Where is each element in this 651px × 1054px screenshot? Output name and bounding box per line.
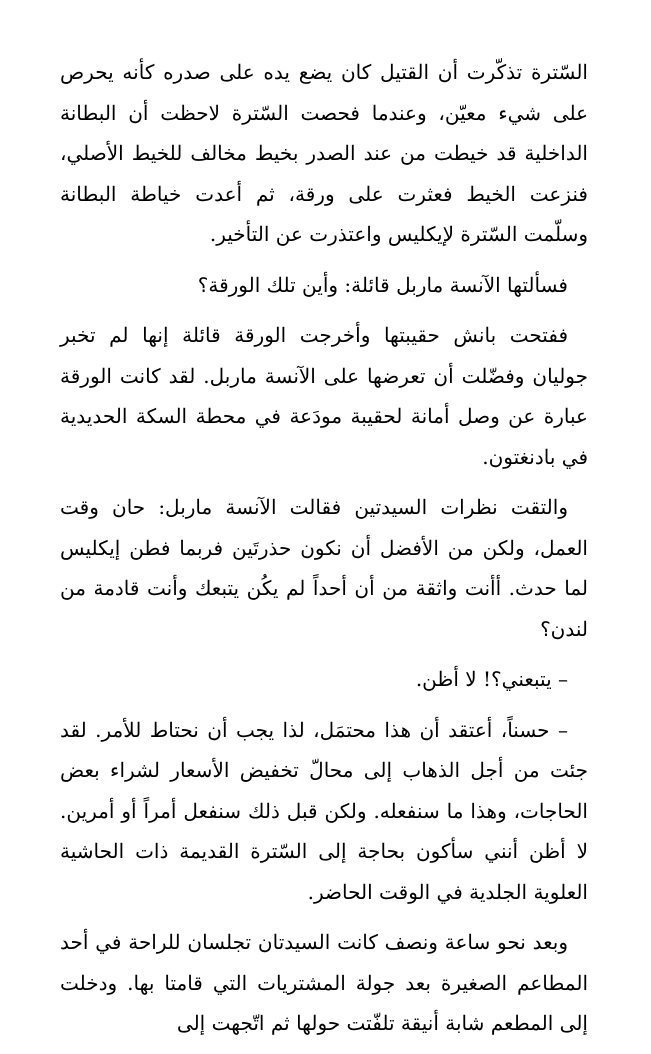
- paragraph: ففتحت بانش حقيبتها وأخرجت الورقة قائلة إنها لم تخبر جوليان وفضّلت أن تعرضها على الآنسة ماربل. لقد كانت الورقة عبارة عن وصل أمانة لحقيبة مودَعة في محطة السكة الحديدية في بادنغتون.: [60, 323, 588, 469]
- paragraph: – يتبعني؟! لا أظن.: [415, 667, 568, 691]
- paragraph: فسألتها الآنسة ماربل قائلة: وأين تلك الورقة؟: [197, 272, 568, 297]
- paragraph: وبعد نحو ساعة ونصف كانت السيدتان تجلسان للراحة في أحد المطاعم الصغيرة بعد جولة المشتريات التي قامتا بها. ودخلت إلى المطعم شابة أنيقة تلفّتت حولها ثم اتّجهت إلى: [60, 930, 588, 1035]
- paragraph: – حسناً، أعتقد أن هذا محتمَل، لذا يجب أن نحتاط للأمر. لقد جئت من أجل الذهاب إلى محالّ تخفيض الأسعار لشراء بعض الحاجات، وهذا ما سنفعله. ولكن قبل ذلك سنفعل أمراً أو أمرين. لا أظن أنني سأكون بحاجة إلى السّترة القديمة ذات الحاشية العلوية الجلدية في الوقت الحاضر.: [60, 717, 588, 904]
- paragraph: والتقت نظرات السيدتين فقالت الآنسة ماربل: حان وقت العمل، ولكن من الأفضل أن نكون حذرتَين فربما فطن إيكليس لما حدث. أأنت واثقة من أن أحداً لم يكُن يتبعك وأنت قادمة من لندن؟: [60, 495, 588, 641]
- document-page: [60, 52, 588, 1054]
- paragraph: السّترة تذكّرت أن القتيل كان يضع يده على صدره كأنه يحرص على شيء معيّن، وعندما فحصت السّترة لاحظت أن البطانة الداخلية قد خيطت من عند الصدر بخيط مخالف للخيط الأصلي، فنزعت الخيط فعثرت على ورقة، ثم أعدت خياطة البطانة وسلّمت السّترة لإيكليس واعتذرت عن التأخير.: [60, 60, 588, 246]
